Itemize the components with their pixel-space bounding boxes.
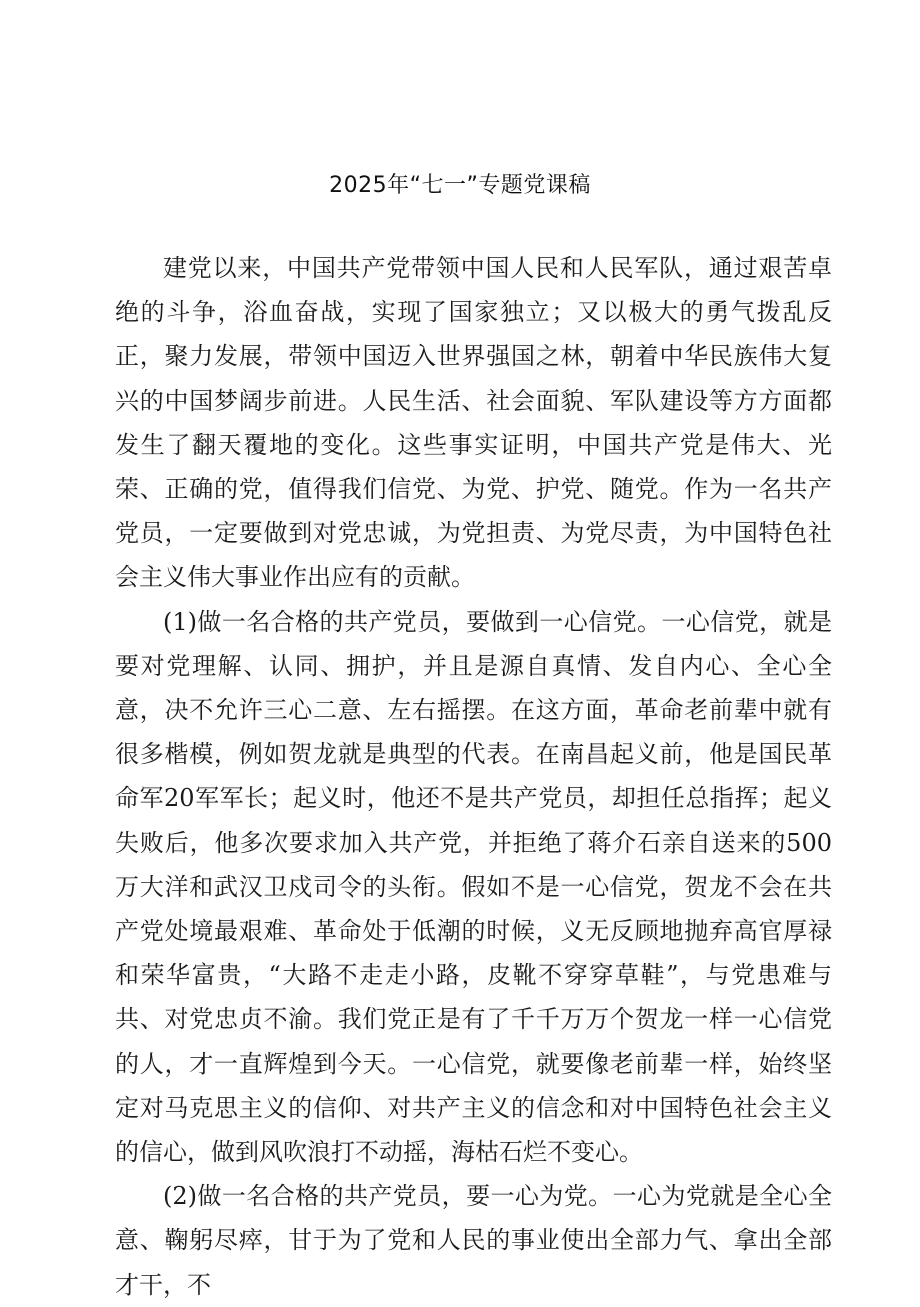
paragraph-point-1: (1)做一名合格的共产党员，要做到一心信党。一心信党，就是要对党理解、认同、拥护，并且是源自真情、发自内心、全心全意，决不允许三心二意、左右摇摆。在这方面，革命老前辈中就有很多楷模，例如贺龙就是典型的代表。在南昌起义前，他是国民革命军20军军长；起义时，他还不是共产党员，却担任总指挥；起义失败后，他多次要求加入共产党，并拒绝了蒋介石亲自送来的500万大洋和武汉卫戍司令的头衔。假如不是一心信党，贺龙不会在共产党处境最艰难、革命处于低潮的时候，义无反顾地抛弃高官厚禄和荣华富贵，“大路不走走小路，皮靴不穿穿草鞋”，与党患难与共、对党忠贞不渝。我们党正是有了千千万万个贺龙一样一心信党的人，才一直辉煌到今天。一心信党，就要像老前辈一样，始终坚定对马克思主义的信仰、对共产主义的信念和对中国特色社会主义的信心，做到风吹浪打不动摇，海枯石烂不变心。 bbox=[115, 607, 832, 1167]
paragraph-intro: 建党以来，中国共产党带领中国人民和人民军队，通过艰苦卓绝的斗争，浴血奋战，实现了国家独立；又以极大的勇气拨乱反正，聚力发展，带领中国迈入世界强国之林，朝着中华民族伟大复兴的中国梦阔步前进。人民生活、社会面貌、军队建设等方方面都发生了翻天覆地的变化。这些事实证明，中国共产党是伟大、光荣、正确的党，值得我们信党、为党、护党、随党。作为一名共产党员，一定要做到对党忠诚，为党担责、为党尽责，为中国特色社会主义伟大事业作出应有的贡献。 bbox=[115, 254, 832, 592]
document-title: 2025年“七一”专题党课稿 bbox=[329, 173, 591, 198]
paragraph-point-2: (2)做一名合格的共产党员，要一心为党。一心为党就是全心全意、鞠躬尽瘁，甘于为了党和人民的事业使出全部力气、拿出全部才干，不 bbox=[115, 1182, 832, 1299]
document-body bbox=[115, 246, 832, 1307]
